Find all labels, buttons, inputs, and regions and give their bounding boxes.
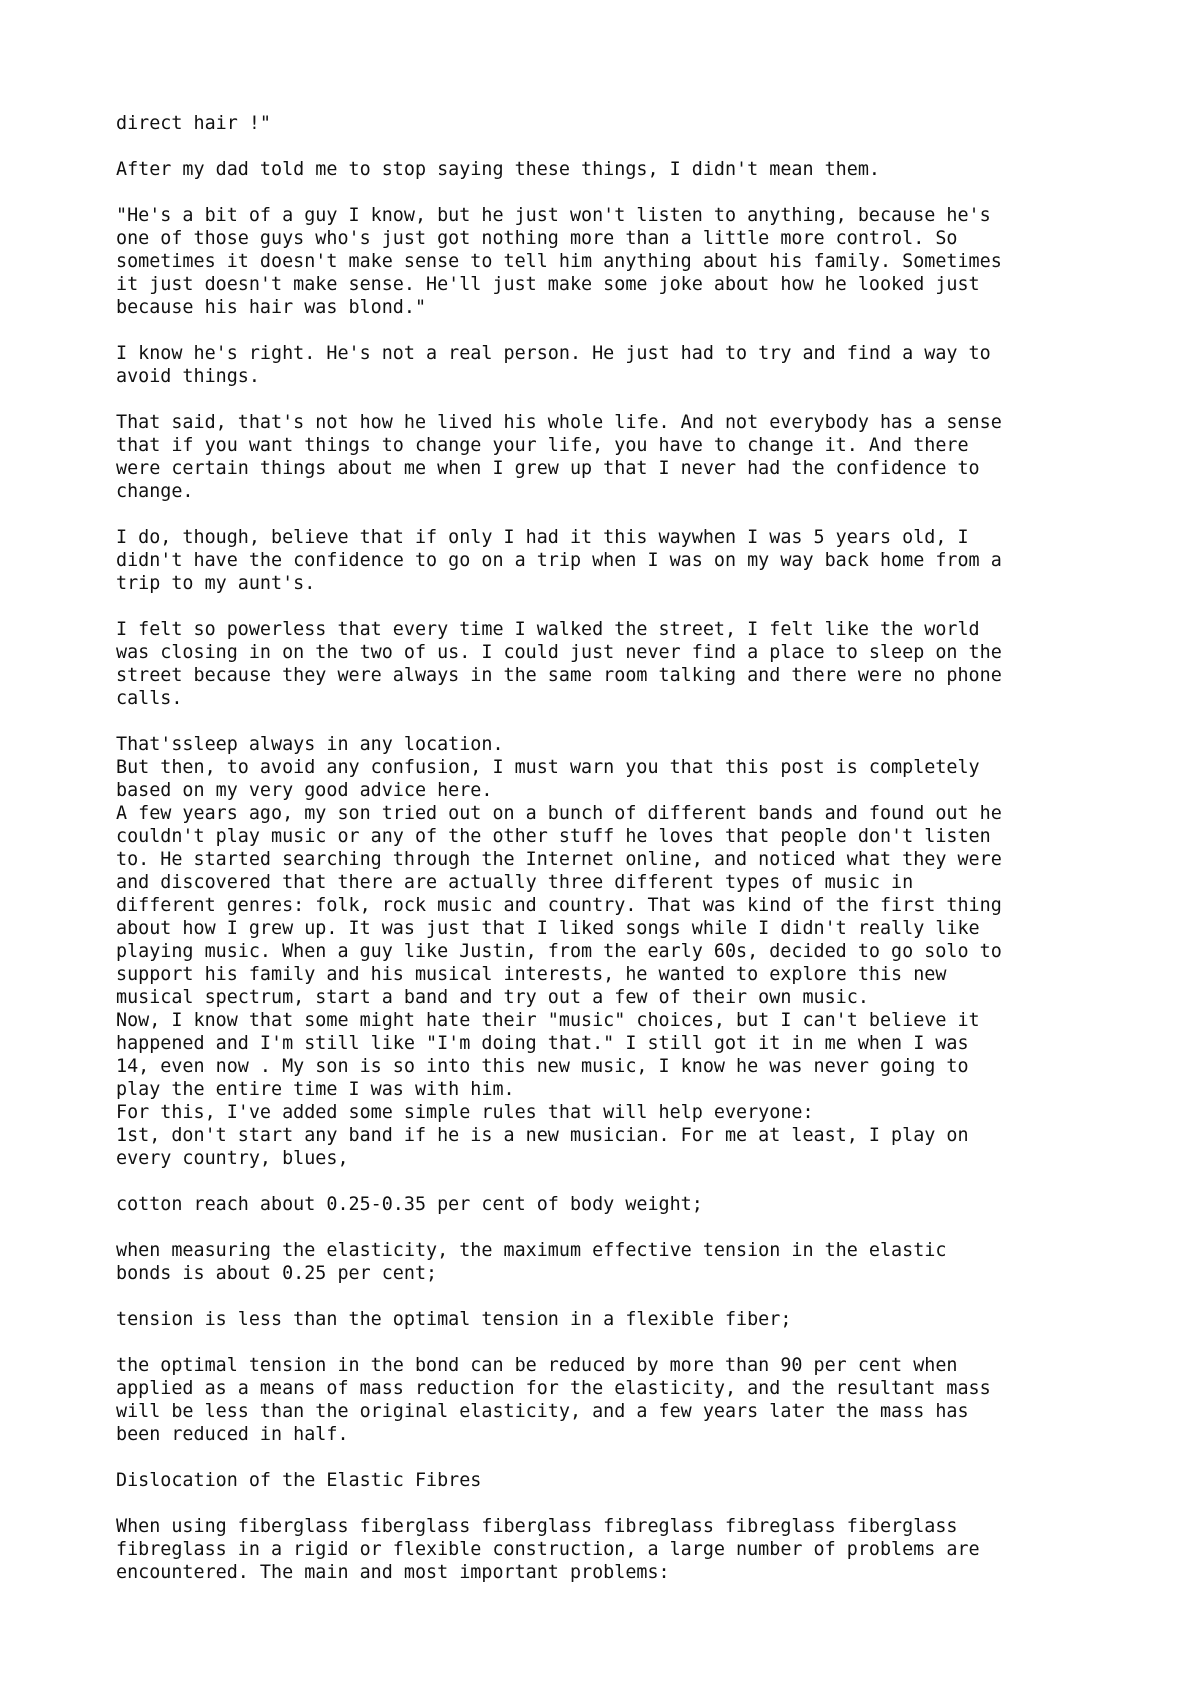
paragraph [116, 1515, 1116, 1584]
text-line: because his hair was blond." [116, 297, 427, 318]
text-line: different genres: folk, rock music and country. That was kind of the first thing [116, 895, 1002, 916]
text-line: For this, I've added some simple rules that will help everyone: [116, 1102, 814, 1123]
text-line: when measuring the elasticity, the maximum effective tension in the elastic [116, 1240, 947, 1261]
text-line: bonds is about 0.25 per cent; [116, 1263, 438, 1284]
text-line: didn't have the confidence to go on a trip when I was on my way back home from a [116, 550, 1002, 571]
text-line: Now, I know that some might hate their "music" choices, but I can't believe it [116, 1010, 980, 1031]
text-line: that if you want things to change your life, you have to change it. And there [116, 435, 969, 456]
text-line: After my dad told me to stop saying these things, I didn't mean them. [116, 159, 880, 180]
text-line: Dislocation of the Elastic Fibres [116, 1470, 482, 1491]
text-line: it just doesn't make sense. He'll just make some joke about how he looked just [116, 274, 980, 295]
text-line: tension is less than the optimal tension in a flexible fiber; [116, 1309, 792, 1330]
text-line: "He's a bit of a guy I know, but he just won't listen to anything, because he's [116, 205, 991, 226]
text-line: musical spectrum, start a band and try out a few of their own music. [116, 987, 869, 1008]
document-page [116, 112, 1116, 1607]
text-line: change. [116, 481, 194, 502]
paragraph [116, 526, 1116, 595]
text-line: street because they were always in the same room talking and there were no phone [116, 665, 1002, 686]
paragraph [116, 1308, 1116, 1331]
text-line: That said, that's not how he lived his whole life. And not everybody has a sense [116, 412, 1002, 433]
paragraph [116, 342, 1116, 388]
text-line: happened and I'm still like "I'm doing that." I still got it in me when I was [116, 1033, 969, 1054]
text-line: 1st, don't start any band if he is a new musician. For me at least, I play on [116, 1125, 969, 1146]
text-line: I do, though, believe that if only I had it this waywhen I was 5 years old, I [116, 527, 969, 548]
paragraph [116, 158, 1116, 181]
text-line: will be less than the original elasticity, and a few years later the mass has [116, 1401, 969, 1422]
text-line: applied as a means of mass reduction for the elasticity, and the resultant mass [116, 1378, 991, 1399]
text-line: couldn't play music or any of the other stuff he loves that people don't listen [116, 826, 991, 847]
paragraph [116, 1469, 1116, 1492]
paragraph [116, 1354, 1116, 1446]
text-line: I know he's right. He's not a real person. He just had to try and find a way to [116, 343, 991, 364]
text-line: avoid things. [116, 366, 260, 387]
text-line: cotton reach about 0.25-0.35 per cent of body weight; [116, 1194, 703, 1215]
text-line: encountered. The main and most important problems: [116, 1562, 670, 1583]
text-line: support his family and his musical interests, he wanted to explore this new [116, 964, 947, 985]
paragraph [116, 1193, 1116, 1216]
text-line: A few years ago, my son tried out on a bunch of different bands and found out he [116, 803, 1002, 824]
text-line: When using fiberglass fiberglass fiberglass fibreglass fibreglass fiberglass [116, 1516, 958, 1537]
text-line: sometimes it doesn't make sense to tell him anything about his family. Sometimes [116, 251, 1002, 272]
paragraph [116, 112, 1116, 135]
text-line: playing music. When a guy like Justin, from the early 60s, decided to go solo to [116, 941, 1002, 962]
text-line: one of those guys who's just got nothing more than a little more control. So [116, 228, 958, 249]
text-line: to. He started searching through the Internet online, and noticed what they were [116, 849, 1002, 870]
text-line: and discovered that there are actually three different types of music in [116, 872, 914, 893]
paragraph [116, 204, 1116, 319]
text-line: was closing in on the two of us. I could just never find a place to sleep on the [116, 642, 1002, 663]
text-line: been reduced in half. [116, 1424, 349, 1445]
text-line: the optimal tension in the bond can be reduced by more than 90 per cent when [116, 1355, 958, 1376]
paragraph [116, 733, 1116, 1170]
paragraph [116, 411, 1116, 503]
text-line: play the entire time I was with him. [116, 1079, 515, 1100]
text-line: calls. [116, 688, 183, 709]
text-line: But then, to avoid any confusion, I must warn you that this post is completely [116, 757, 980, 778]
text-line: every country, blues, [116, 1148, 349, 1169]
text-line: direct hair !" [116, 113, 272, 134]
text-line: trip to my aunt's. [116, 573, 316, 594]
text-line: about how I grew up. It was just that I liked songs while I didn't really like [116, 918, 980, 939]
text-line: were certain things about me when I grew up that I never had the confidence to [116, 458, 980, 479]
text-line: I felt so powerless that every time I walked the street, I felt like the world [116, 619, 980, 640]
paragraph [116, 1239, 1116, 1285]
text-line: That'ssleep always in any location. [116, 734, 504, 755]
paragraph [116, 618, 1116, 710]
text-line: fibreglass in a rigid or flexible construction, a large number of problems are [116, 1539, 980, 1560]
text-line: 14, even now . My son is so into this new music, I know he was never going to [116, 1056, 969, 1077]
text-line: based on my very good advice here. [116, 780, 493, 801]
